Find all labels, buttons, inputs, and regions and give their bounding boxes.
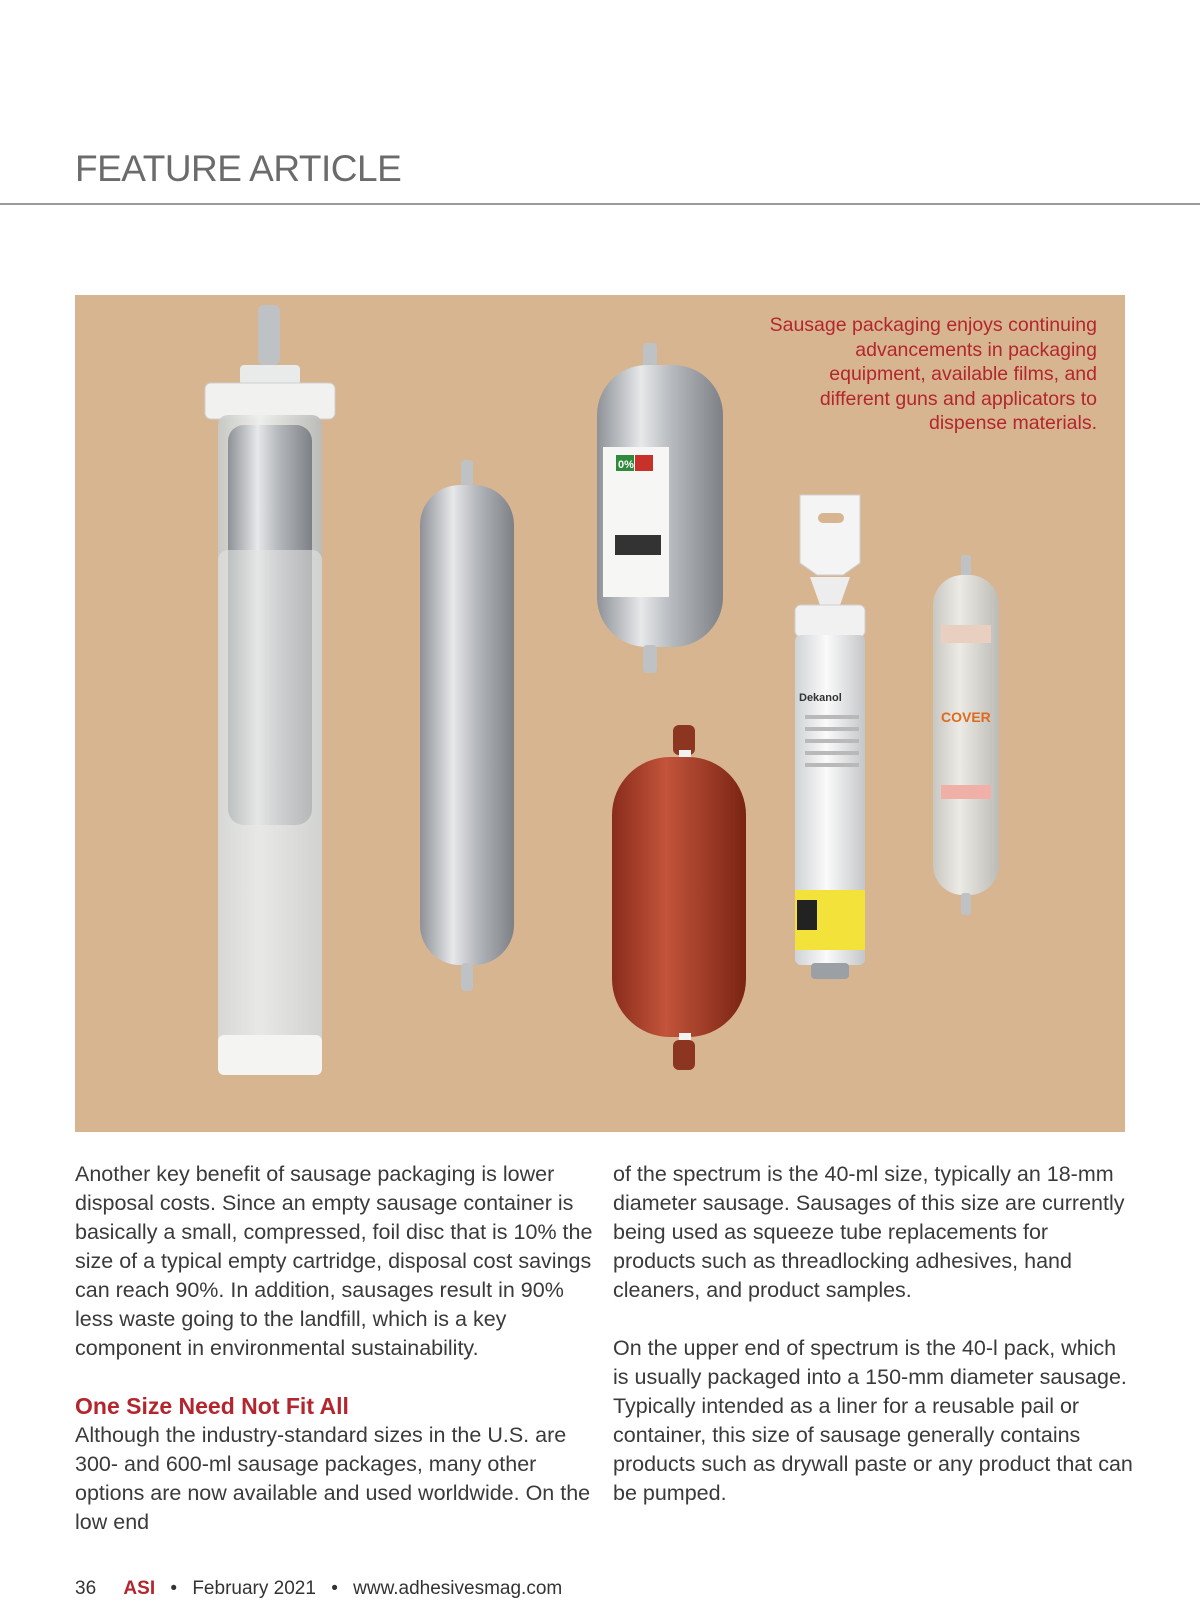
dekanol-tube	[795, 495, 865, 979]
red-sausage	[612, 725, 746, 1070]
publication-name: ASI	[123, 1578, 156, 1599]
header-rule	[0, 203, 1200, 205]
label-cover: COVER	[941, 709, 991, 725]
product-photo	[75, 295, 1125, 1132]
foil-sausage-long	[420, 460, 514, 991]
page-number: 36	[75, 1578, 97, 1599]
footer-bullet: •	[331, 1578, 338, 1599]
foil-sausage-short	[597, 343, 723, 673]
section-label: FEATURE ARTICLE	[75, 148, 402, 189]
label-dekanol: Dekanol	[799, 692, 842, 704]
footer-bullet: •	[170, 1578, 178, 1599]
website-link[interactable]: www.adhesivesmag.com	[353, 1578, 563, 1599]
article-column-right	[613, 1160, 1133, 1508]
article-column-left	[75, 1160, 595, 1537]
body-paragraph: Although the industry-standard sizes in the U.S. are 300- and 600-ml sausage packages, many other options are now available and used worldwide. On the low end	[75, 1423, 591, 1534]
body-paragraph: Another key benefit of sausage packaging is lower disposal costs. Since an empty sausage container is basically a small, compressed, foil disc that is 10% the size of a typical empty cartridge, disposal cost savings can reach 90%. In addition, sausages result in 90% less waste going to the landfill, which is a key component in environmental sustainability.	[75, 1162, 593, 1360]
label-0pct: 0%	[618, 459, 634, 471]
issue-date: February 2021	[192, 1578, 316, 1599]
body-paragraph: On the upper end of spectrum is the 40-l pack, which is usually packaged into a 150-mm diameter sausage. Typically intended as a liner for a reusable pail or container, this size of sausage generally contains products such as drywall paste or any product that can be pumped.	[613, 1336, 1133, 1505]
subheading: One Size Need Not Fit All	[75, 1393, 349, 1419]
body-paragraph: of the spectrum is the 40-ml size, typically an 18-mm diameter sausage. Sausages of this size are currently being used as squeeze tube replacements for products such as threadlocking adhesives, hand cleaners, and product samples.	[613, 1162, 1125, 1302]
clear-cartridge	[205, 305, 335, 1075]
page-footer	[75, 1578, 562, 1600]
photo-caption: Sausage packaging enjoys continuing advancements in packaging equipment, available films, and different guns and applicators to dispense materials.	[769, 314, 1097, 434]
clear-printed-sausage	[933, 555, 999, 915]
